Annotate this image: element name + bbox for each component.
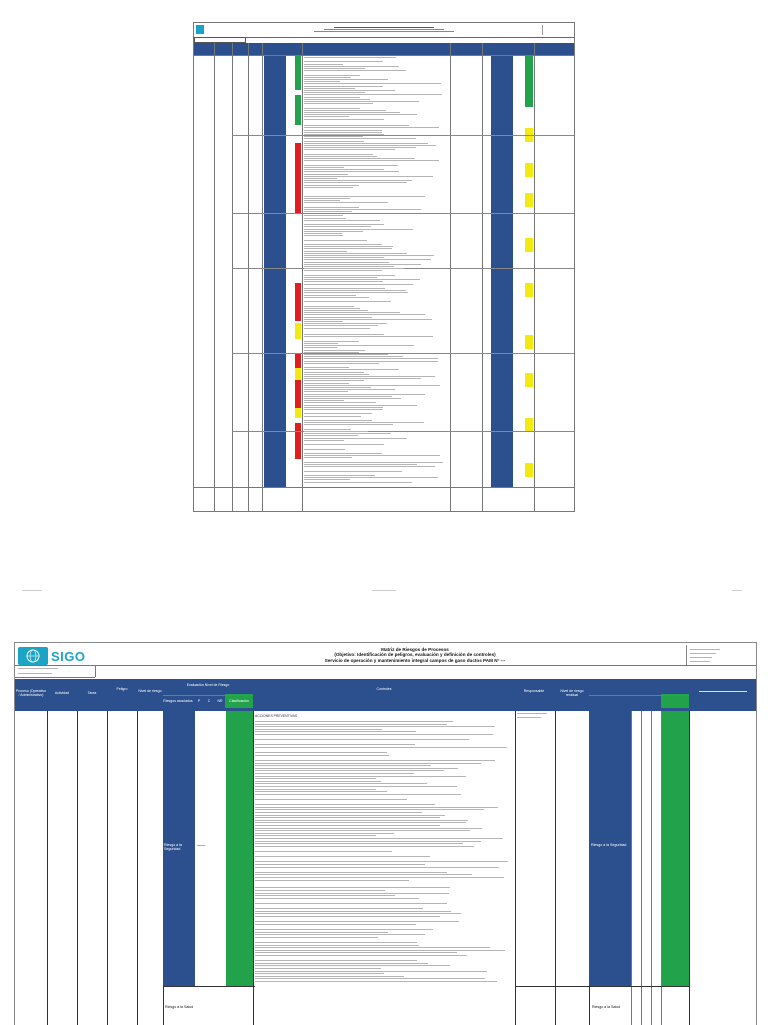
text-line — [304, 231, 363, 232]
text-line — [304, 477, 438, 478]
text-line — [304, 147, 416, 148]
text-line — [304, 444, 384, 445]
row1-right-level-green — [661, 711, 689, 986]
page2-subheader — [15, 665, 96, 677]
page-caption-left — [22, 590, 42, 591]
text-line — [304, 306, 354, 307]
text-line — [304, 209, 421, 210]
text-line — [304, 70, 406, 71]
text-line — [255, 945, 419, 946]
controls-heading — [255, 714, 297, 718]
text-line — [255, 880, 409, 881]
text-line — [304, 218, 346, 219]
hdr-eval-p: P — [195, 699, 203, 703]
text-line — [304, 308, 360, 309]
text-line — [304, 482, 412, 483]
text-line — [255, 973, 384, 974]
text-line — [304, 248, 392, 249]
text-line — [304, 317, 372, 318]
text-line — [304, 341, 359, 342]
text-line — [255, 952, 457, 953]
text-line — [255, 955, 467, 956]
text-line — [255, 752, 387, 753]
text-line — [304, 374, 369, 375]
text-line — [255, 744, 415, 745]
text-line — [304, 380, 364, 381]
text-line — [304, 343, 338, 344]
text-line — [304, 198, 350, 199]
text-line — [304, 108, 360, 109]
text-line — [304, 149, 395, 150]
text-line — [304, 202, 388, 203]
text-line — [304, 215, 343, 216]
text-line — [304, 462, 443, 463]
text-line — [304, 264, 421, 265]
text-line — [304, 295, 356, 296]
text-line — [304, 325, 378, 326]
text-line — [304, 292, 408, 293]
text-line — [255, 822, 466, 823]
text-line — [304, 233, 342, 234]
text-line — [304, 255, 434, 256]
text-line — [304, 409, 383, 410]
text-line — [304, 68, 365, 69]
text-line — [304, 398, 401, 399]
text-line — [304, 475, 375, 476]
text-line — [255, 890, 385, 891]
text-line — [304, 90, 395, 91]
text-line — [255, 856, 430, 857]
text-line — [255, 913, 461, 914]
text-line — [304, 407, 383, 408]
text-line — [304, 61, 383, 62]
text-line — [255, 747, 507, 748]
text-line — [304, 358, 438, 359]
text-line — [304, 66, 399, 67]
text-line — [304, 367, 349, 368]
text-line — [304, 424, 393, 425]
text-line — [255, 835, 376, 836]
text-line — [255, 734, 493, 735]
text-line — [255, 739, 469, 740]
text-line — [304, 92, 365, 93]
text-line — [304, 385, 440, 386]
text-line — [304, 178, 337, 179]
text-line — [304, 279, 420, 280]
text-line — [255, 830, 470, 831]
page1-logo — [196, 25, 204, 34]
text-line — [304, 114, 417, 115]
text-line — [304, 369, 399, 370]
row2-right-risk-label: Riesgo a la Salud — [592, 1005, 621, 1009]
text-line — [304, 356, 403, 357]
text-line — [255, 960, 417, 961]
text-line — [304, 112, 400, 113]
text-line — [304, 288, 385, 289]
text-line — [304, 405, 417, 406]
text-line — [304, 211, 352, 212]
text-line — [255, 968, 381, 969]
text-line — [304, 145, 436, 146]
hdr-eval-nr: NR — [215, 699, 225, 703]
text-line — [255, 731, 416, 732]
text-line — [304, 246, 393, 247]
page2-title-line2: (Objetivo: Identificación de peligros, evaluación y definición de controles) — [334, 652, 496, 658]
text-line — [304, 103, 373, 104]
text-line — [304, 350, 365, 351]
text-line — [304, 125, 409, 126]
text-line — [304, 229, 413, 230]
text-line — [304, 354, 388, 355]
page2-right-risk-col — [589, 711, 631, 986]
text-line — [255, 934, 425, 935]
hdr-eval-risk: Riesgos asociados — [163, 699, 193, 703]
text-line — [255, 851, 392, 852]
text-line — [255, 820, 468, 821]
page2-doc-info — [686, 645, 755, 665]
text-line — [304, 266, 394, 267]
page2-title-line3: Servicio de operación y mantenimiento integral campos de gaso ductos PAM N° --- — [324, 657, 506, 663]
text-line — [304, 187, 353, 188]
text-line — [304, 290, 406, 291]
text-line — [304, 363, 379, 364]
page1-right-risk-col — [491, 55, 513, 487]
text-line — [304, 400, 344, 401]
row1-risk-label: Riesgo a la Seguridad — [164, 843, 182, 851]
text-line — [255, 903, 447, 904]
text-line — [255, 874, 472, 875]
text-line — [304, 176, 433, 177]
text-line — [304, 224, 384, 225]
text-line — [304, 281, 383, 282]
text-line — [255, 783, 427, 784]
text-line — [255, 976, 404, 977]
text-line — [304, 196, 425, 197]
text-line — [255, 841, 481, 842]
text-line — [304, 110, 386, 111]
text-line — [255, 763, 481, 764]
text-line — [304, 378, 421, 379]
text-line — [255, 950, 505, 951]
page2-logo-box — [18, 647, 48, 665]
text-line — [255, 916, 440, 917]
text-line — [255, 843, 463, 844]
text-line — [304, 220, 380, 221]
text-line — [255, 817, 440, 818]
text-line — [304, 207, 359, 208]
page1-residual-green — [525, 55, 533, 107]
text-line — [304, 479, 350, 480]
text-line — [304, 438, 407, 439]
row1-p-c-nr — [197, 843, 205, 847]
hdr-controls: Controles — [253, 687, 515, 691]
text-line — [255, 815, 445, 816]
text-line — [255, 770, 444, 771]
text-line — [304, 314, 425, 315]
text-line — [255, 971, 487, 972]
text-line — [304, 182, 407, 183]
text-line — [304, 99, 370, 100]
text-line — [304, 422, 424, 423]
text-line — [304, 464, 417, 465]
text-line — [304, 334, 384, 335]
text-line — [304, 345, 414, 346]
text-line — [304, 156, 377, 157]
page2-title — [255, 647, 575, 663]
text-line — [255, 776, 466, 777]
text-line — [304, 321, 343, 322]
text-line — [304, 416, 361, 417]
text-line — [255, 721, 453, 722]
text-line — [304, 275, 395, 276]
text-line — [255, 932, 388, 933]
globe-icon — [18, 647, 48, 665]
text-line — [255, 908, 423, 909]
text-line — [304, 130, 382, 131]
text-line — [304, 301, 391, 302]
page1-level-green-1 — [295, 55, 301, 90]
page1-level-yellow-1 — [295, 323, 301, 339]
text-line — [255, 877, 504, 878]
text-line — [304, 352, 359, 353]
text-line — [304, 259, 431, 260]
page2-brand: SIGO — [51, 649, 86, 664]
text-line — [304, 154, 373, 155]
text-line — [304, 57, 396, 58]
text-line — [255, 799, 407, 800]
text-line — [304, 200, 340, 201]
text-line — [304, 101, 419, 102]
text-line — [304, 433, 391, 434]
text-line — [255, 929, 433, 930]
text-line — [304, 262, 389, 263]
text-line — [304, 396, 392, 397]
text-line — [304, 310, 368, 311]
page1-doc-info — [542, 25, 571, 35]
row1-level-green — [226, 711, 253, 986]
text-line — [304, 268, 404, 269]
text-line — [304, 136, 363, 137]
text-line — [304, 297, 369, 298]
text-line — [255, 726, 495, 727]
text-line — [255, 833, 394, 834]
text-line — [304, 180, 412, 181]
text-line — [255, 965, 450, 966]
text-line — [304, 171, 399, 172]
text-line — [304, 83, 441, 84]
text-line — [304, 449, 345, 450]
text-line — [255, 807, 498, 808]
text-line — [304, 253, 407, 254]
text-line — [255, 872, 447, 873]
hdr-right-extra — [691, 689, 755, 690]
hdr-risk-level: Nivel de riesgo — [138, 689, 162, 693]
page1-title-block — [314, 26, 454, 36]
text-line — [255, 724, 447, 725]
text-line — [255, 809, 484, 810]
text-line — [304, 88, 355, 89]
text-line — [255, 838, 503, 839]
text-line — [304, 312, 400, 313]
text-line — [255, 768, 458, 769]
hdr-right-class — [661, 694, 689, 708]
text-line — [304, 413, 372, 414]
text-line — [304, 431, 368, 432]
text-line — [304, 457, 352, 458]
page-2 — [14, 642, 757, 1025]
text-line — [304, 471, 402, 472]
text-line — [255, 729, 382, 730]
row2-risk-label: Riesgo a la Salud — [165, 1005, 194, 1009]
page-caption-right — [732, 590, 742, 591]
text-line — [304, 429, 351, 430]
text-line — [304, 455, 440, 456]
text-line — [304, 132, 382, 133]
text-line — [304, 270, 382, 271]
text-line — [255, 825, 440, 826]
text-line — [255, 765, 431, 766]
text-line — [304, 127, 439, 128]
text-line — [304, 240, 367, 241]
row1-right-risk-label: Riesgo a la Seguridad — [591, 843, 627, 847]
text-line — [255, 789, 376, 790]
text-line — [304, 165, 398, 166]
text-line — [304, 257, 384, 258]
text-line — [255, 895, 395, 896]
text-line — [255, 898, 419, 899]
text-line — [304, 251, 347, 252]
hdr-eval-class: Clasificación — [225, 694, 253, 708]
page1-risk-col — [264, 55, 286, 487]
text-line — [255, 804, 435, 805]
text-line — [255, 778, 376, 779]
text-line — [255, 812, 422, 813]
text-line — [304, 383, 349, 384]
text-line — [304, 169, 384, 170]
text-line — [304, 134, 384, 135]
text-line — [304, 244, 382, 245]
text-line — [255, 963, 428, 964]
text-line — [304, 372, 364, 373]
text-line — [304, 389, 395, 390]
hdr-process: Proceso (Operativo / Administrativo) — [15, 689, 47, 697]
page2-title-line1: Matriz de Riesgos de Procesos — [381, 647, 449, 652]
text-line — [255, 781, 381, 782]
text-line — [255, 947, 490, 948]
text-line — [255, 786, 457, 787]
text-line — [304, 277, 377, 278]
text-line — [304, 77, 351, 78]
text-line — [304, 174, 348, 175]
text-line — [304, 75, 360, 76]
text-line — [304, 86, 383, 87]
text-line — [304, 361, 438, 362]
text-line — [255, 867, 499, 868]
text-line — [304, 440, 344, 441]
text-line — [255, 864, 425, 865]
text-line — [304, 323, 387, 324]
text-line — [255, 893, 449, 894]
text-line — [255, 942, 417, 943]
text-line — [304, 64, 343, 65]
hdr-responsible: Responsable — [515, 689, 553, 693]
text-line — [304, 347, 337, 348]
hdr-eval-c: C — [205, 699, 213, 703]
text-line — [255, 924, 416, 925]
text-line — [255, 828, 482, 829]
text-line — [255, 911, 451, 912]
hdr-residual: Nivel de riesgo residual — [555, 689, 589, 697]
controls-heading-text: ACCIONES PREVENTIVAS — [255, 714, 298, 718]
page-caption-center — [372, 590, 396, 591]
text-line — [304, 160, 439, 161]
text-line — [255, 755, 389, 756]
page1-level-red-1 — [295, 143, 301, 213]
text-line — [304, 116, 349, 117]
hdr-activity: Actividad — [47, 691, 77, 695]
text-line — [255, 846, 474, 847]
text-line — [304, 376, 435, 377]
text-line — [304, 79, 388, 80]
text-line — [255, 981, 497, 982]
text-line — [304, 158, 415, 159]
text-line — [304, 284, 413, 285]
text-line — [304, 167, 344, 168]
text-line — [304, 435, 358, 436]
text-line — [255, 921, 459, 922]
text-line — [304, 336, 433, 337]
text-line — [304, 119, 384, 120]
text-line — [304, 466, 435, 467]
page1-header-row — [194, 43, 574, 55]
hdr-hazard: Peligro — [107, 687, 137, 691]
text-line — [304, 391, 348, 392]
page-1 — [193, 22, 575, 512]
hdr-task: Tarea — [77, 691, 107, 695]
text-line — [255, 760, 495, 761]
text-line — [304, 141, 364, 142]
text-line — [304, 402, 376, 403]
text-line — [304, 394, 425, 395]
text-line — [255, 887, 450, 888]
text-line — [304, 328, 370, 329]
text-line — [304, 235, 343, 236]
text-line — [255, 978, 485, 979]
text-line — [255, 861, 508, 862]
text-line — [304, 81, 340, 82]
text-line — [255, 794, 461, 795]
hdr-eval-group: Evaluación Nivel de Riesgo — [163, 683, 253, 687]
text-line — [255, 791, 387, 792]
text-line — [304, 420, 372, 421]
text-line — [304, 97, 360, 98]
text-line — [304, 387, 371, 388]
text-line — [304, 453, 382, 454]
text-line — [304, 138, 416, 139]
text-line — [304, 94, 442, 95]
text-line — [255, 937, 378, 938]
text-line — [304, 185, 359, 186]
text-line — [304, 319, 432, 320]
text-line — [304, 143, 428, 144]
text-line — [255, 773, 414, 774]
text-line — [304, 226, 371, 227]
